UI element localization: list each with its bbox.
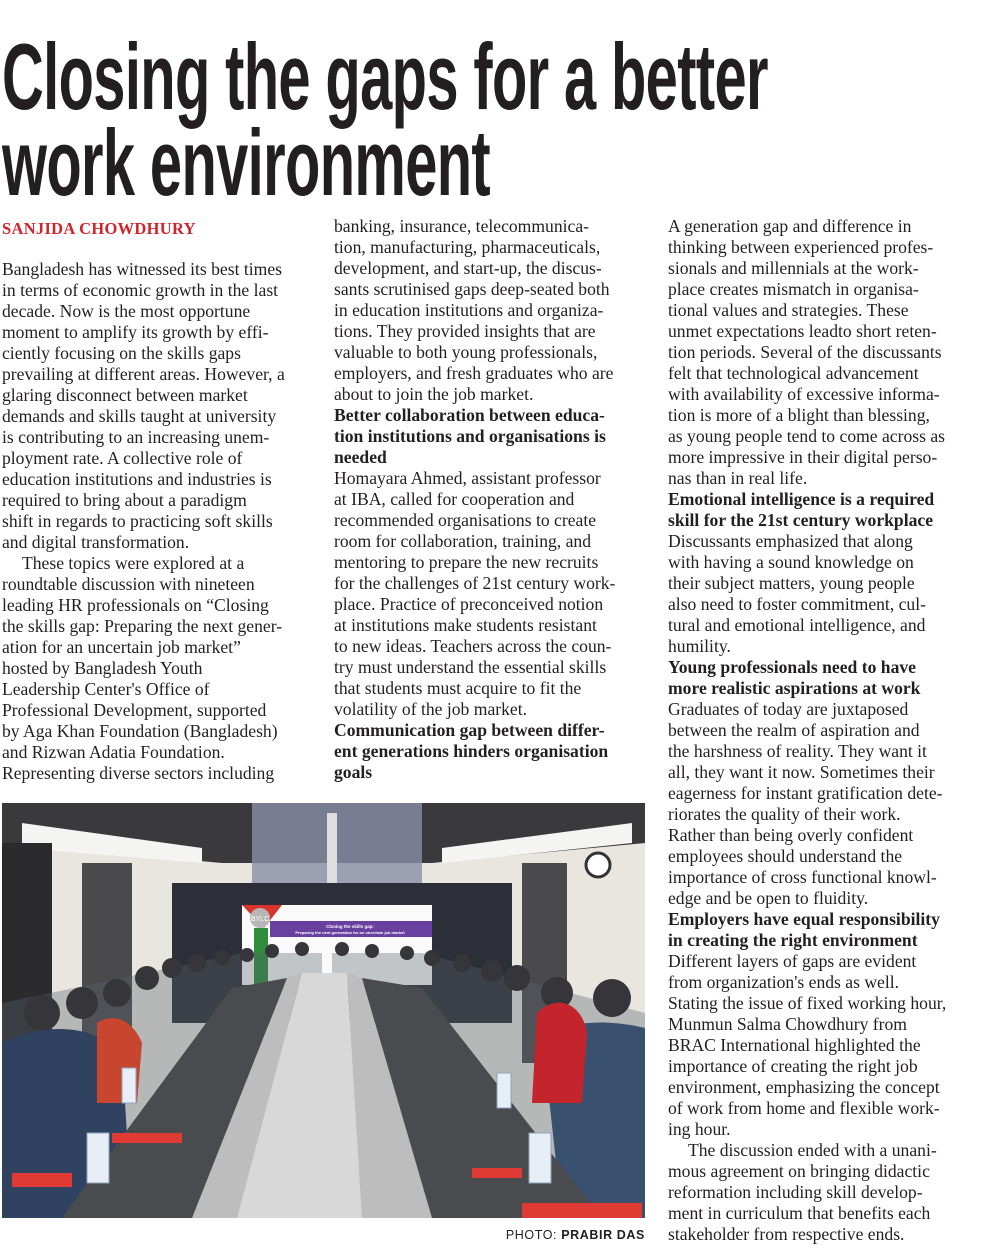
body-text-line: A generation gap and difference in [668,216,912,236]
article-column-2 [334,216,652,783]
body-text-line: of work from home and flexible work- [668,1098,940,1118]
body-text-line: between the realm of aspiration and [668,720,920,740]
body-text-line: for the challenges of 21st century work- [334,573,616,593]
body-text-line: tion, manufacturing, pharmaceuticals, [334,237,601,257]
body-text-line: humility. [668,636,731,656]
body-text-line: Leadership Center's Office of [2,679,210,699]
body-text-line: environment, emphasizing the concept [668,1077,940,1097]
body-text-line: hosted by Bangladesh Youth [2,658,203,678]
body-text-line: thinking between experienced profes- [668,237,934,257]
body-text-line: shift in regards to practicing soft skills [2,511,273,531]
subheading-line: in creating the right environment [668,930,918,950]
body-text-line: These topics were explored at a [22,553,245,573]
subheading-line: Emotional intelligence is a required [668,489,935,509]
body-text-line: eagerness for instant gratification dete- [668,783,943,803]
subheading-line: Young professionals need to have [668,657,916,677]
body-text-line: importance of creating the right job [668,1056,918,1076]
body-text-line: room for collaboration, training, and [334,531,591,551]
byline: SANJIDA CHOWDHURY [2,219,196,238]
article-column-1 [2,218,320,784]
body-text-line: about to join the job market. [334,384,534,404]
body-text-line: Professional Development, supported [2,700,267,720]
body-text-line: tural and emotional intelligence, and [668,615,926,635]
subheading-line: more realistic aspirations at work [668,678,921,698]
body-text-line: Bangladesh has witnessed its best times [2,259,282,279]
subheading-line: ent generations hinders organisation [334,741,609,761]
body-text-line: at IBA, called for cooperation and [334,489,575,509]
body-text-line: and Rizwan Adatia Foundation. [2,742,225,762]
photo-credit-prefix: PHOTO: [505,1228,558,1242]
body-text-line: volatility of the job market. [334,699,527,719]
subheading-line: Employers have equal responsibility [668,909,940,929]
roundtable-photo-illustration [2,803,645,1218]
body-text-line: required to bring about a paradigm [2,490,247,510]
body-text-line: Stating the issue of fixed working hour, [668,993,947,1013]
photo-credit-name: PRABIR DAS [561,1228,645,1242]
body-text-line: tions. They provided insights that are [334,321,596,341]
subheading-line: tion institutions and organisations is [334,426,606,446]
body-text-line: place. Practice of preconceived notion [334,594,604,614]
body-text-line: all, they want it now. Sometimes their [668,762,935,782]
body-text-line: tion periods. Several of the discussants [668,342,942,362]
body-text-line: Discussants emphasized that along [668,531,913,551]
headline-line-1: Closing the gaps for a better [2,24,768,129]
body-text-line: tion is more of a blight than blessing, [668,405,930,425]
event-photo [2,803,645,1218]
body-text-line: felt that technological advancement [668,363,919,383]
body-text-line: to new ideas. Teachers across the coun- [334,636,612,656]
body-text-line: employers, and fresh graduates who are [334,363,614,383]
subheading-line: Better collaboration between educa- [334,405,605,425]
body-text-line: demands and skills taught at university [2,406,277,426]
body-text-line: the harshness of reality. They want it [668,741,927,761]
body-text-line: edge and be open to fluidity. [668,888,869,908]
body-text-line: recommended organisations to create [334,510,597,530]
body-text-line: glaring disconnect between market [2,385,248,405]
body-text-line: mous agreement on bringing didactic [668,1161,930,1181]
body-text-line: at institutions make students resistant [334,615,597,635]
body-text-line: ciently focusing on the skills gaps [2,343,241,363]
banner-title: Closing the skills gap: [326,924,374,929]
body-text-line: place creates mismatch in organisa- [668,279,919,299]
body-text-line: Homayara Ahmed, assistant professor [334,468,601,488]
body-text-line: by Aga Khan Foundation (Bangladesh) [2,721,278,741]
body-text-line: their subject matters, young people [668,573,915,593]
wall-clock-icon [586,853,610,877]
body-text-line: decade. Now is the most opportune [2,301,251,321]
body-text-line: sants scrutinised gaps deep-seated both [334,279,610,299]
body-text-line: riorates the quality of their work. [668,804,901,824]
body-text-line: Munmun Salma Chowdhury from [668,1014,907,1034]
body-text-line: leading HR professionals on “Closing [2,595,269,615]
body-text-line: banking, insurance, telecommunica- [334,216,590,236]
body-text-line: Different layers of gaps are evident [668,951,917,971]
article-column-3 [668,216,986,1245]
body-text-line: from organization's ends as well. [668,972,900,992]
headline-line-2: work environment [2,110,491,215]
body-text-line: with availability of excessive informa- [668,384,940,404]
body-text-line: development, and start-up, the discus- [334,258,602,278]
body-text-line: nas than in real life. [668,468,808,488]
photo-credit [506,1228,645,1242]
subheading-line: needed [334,447,387,467]
body-text-line: mentoring to prepare the new recruits [334,552,599,572]
subheading-line: goals [334,762,373,782]
body-text-line: valuable to both young professionals, [334,342,598,362]
body-text-line: as young people tend to come across as [668,426,946,446]
body-text-line: moment to amplify its growth by effi- [2,322,269,342]
body-text-line: in terms of economic growth in the last [2,280,279,300]
body-text-line: tional values and strategies. These [668,300,909,320]
body-text-line: importance of cross functional knowl- [668,867,937,887]
banner-logo: BYLC [250,916,270,923]
body-text-line: ation for an uncertain job market” [2,637,241,657]
body-text-line: The discussion ended with a unani- [688,1140,937,1160]
body-text-line: that students must acquire to fit the [334,678,582,698]
body-text-line: sionals and millennials at the work- [668,258,919,278]
body-text-line: in education institutions and organiza- [334,300,604,320]
body-text-line: also need to foster commitment, cul- [668,594,926,614]
body-text-line: and digital transformation. [2,532,190,552]
body-text-line: prevailing at different areas. However, a [2,364,285,384]
body-text-line: roundtable discussion with nineteen [2,574,255,594]
body-text-line: try must understand the essential skills [334,657,607,677]
body-text-line: reformation including skill develop- [668,1182,923,1202]
body-text-line: is contributing to an increasing unem- [2,427,270,447]
body-text-line: employees should understand the [668,846,903,866]
body-text-line: Representing diverse sectors including [2,763,275,783]
body-text-line: more impressive in their digital perso- [668,447,938,467]
subheading-line: skill for the 21st century workplace [668,510,934,530]
body-text-line: with having a sound knowledge on [668,552,914,572]
body-text-line: Graduates of today are juxtaposed [668,699,909,719]
body-text-line: ing hour. [668,1119,731,1139]
body-text-line: Rather than being overly confident [668,825,914,845]
body-text-line: unmet expectations leadto short reten- [668,321,937,341]
banner-subtitle: Preparing the next generation for an uncertain job market [295,930,405,935]
body-text-line: the skills gap: Preparing the next gener- [2,616,283,636]
body-text-line: education institutions and industries is [2,469,272,489]
body-text-line: stakeholder from respective ends. [668,1224,905,1244]
subheading-line: Communication gap between differ- [334,720,605,740]
body-text-line: ployment rate. A collective role of [2,448,243,468]
body-text-line: BRAC International highlighted the [668,1035,921,1055]
body-text-line: ment in curriculum that benefits each [668,1203,931,1223]
